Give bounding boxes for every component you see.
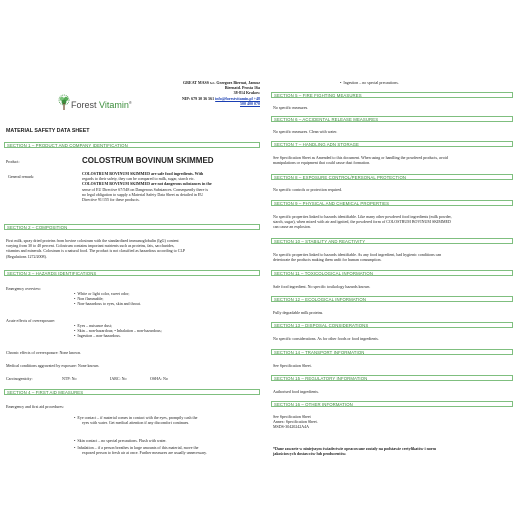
emergency-overview-list [74,291,141,307]
carcinogenicity-ntp: NTP: No [62,376,77,381]
first-aid-inhalation: • Inhalation – if a person breathes in large amounts of this material, move the exposed person to fresh air at once. Further measures are usually unnecessary. [74,445,207,456]
section-11-text: Safe food ingredient. No specific toxikology hazards known. [273,284,371,289]
acute-effects-label: Acute effects of overexposure: [6,318,56,323]
carcinogenicity-osha: OSHA: No [150,376,168,381]
list-item: • Ingestion – non-hazardous. [74,333,121,339]
section-14-text: See Specification Sheet. [273,363,312,368]
section-15-text: Authorised food ingredients. [273,389,319,394]
company-block [150,80,260,106]
section-7-text: See Specification Sheet as Amended to this document. When using or handling the powdered products, avoid manipulations or equipment that could cause dust formation. [273,155,448,166]
general-remark-text: COLOSTRUM BOVINUM SKIMMED are safe food ingredients. With regards to their safety, they can be compared to milk, sugar, starch etc. COLOSTRUM BOVINUM SKIMMED are not dangerous substances in the sense of EU Directive 67/548 on Dangerous Substances. Consequently there is no legal obligation to supply a Material Safety Data Sheet as detailed in EU Directive 91/155 for these products. [82,171,212,203]
ingestion-line: • Ingestion – no special precautions. [340,80,399,85]
company-street: Biernatd. Prosta 16a [224,85,260,91]
document-title: MATERIAL SAFETY DATA SHEET [6,128,90,134]
section-1-header: SECTION 1 – PRODUCT AND COMPANY IDENTIFICATION [4,142,260,148]
section-16-header: SECTION 16 – OTHER INFORMATION [271,401,513,407]
list-item: • Non flammable; [74,296,104,302]
company-phone-link[interactable]: 500 400 070 [240,100,260,106]
company-email-link[interactable]: info@forestvitamin.pl +48 [215,95,260,101]
section-14-header: SECTION 14 – TRANSPORT INFORMATION [271,349,513,355]
tree-icon [56,94,72,112]
logo-registered-mark: ® [128,100,132,105]
section-13-text: No specific considerations. As for other foods or food ingredients. [273,336,379,341]
section-6-header: SECTION 6 – ACCIDENTAL RELEASE MEASURES [271,116,513,122]
section-9-text: No specific properties linked to hazards identifiable. Like many other powdered food ingredients (milk powder, starch, sugar), when mixed with air and ignited, the powdered form of COLOSTRUM BOVINUM SKIMMED can cause an explosion. [273,214,452,230]
logo-word-vitamin: Vitamin [99,100,129,110]
composition-text: First milk, spray dried proteins from bovine colostrum with the standardized immunoglobulin (IgG) content varying from 30 to 40 percent. Colostrum contains important nutrients such as proteins, fats, saccharides, vitamins and minerals. Colostrum is a natural food. The product is not classified as hazardous according to CLP (Regulations 1272/2008). [6,238,186,259]
product-name: COLOSTRUM BOVINUM SKIMMED [82,156,214,165]
section-6-text: No specific measures. Clean with water. [273,129,338,134]
section-12-text: Fully degradable milk proteins. [273,310,324,315]
carcinogenicity-iarc: IARC: No [110,376,127,381]
section-7-header: SECTION 7 – HANDLING ADN STORAGE [271,141,513,147]
section-12-header: SECTION 12 – ECOLOGICAL INFORMATION [271,296,513,302]
section-10-text: No specific properties linked to hazards identifiable. As any food ingredient, bad hygienic conditions can deteriorate the products making them unfit for human consumption. [273,252,442,263]
company-name: GREAT MASS s.c. Grzegorz Biernat, Janusz [183,80,260,85]
logo-word-forest: Forest [71,100,97,110]
acute-effects-list [74,323,162,339]
first-aid-skin: • Skin contact – no special precautions. Flush with water. [74,438,167,443]
general-remark-label: General remark: [8,174,35,179]
section-4-header: SECTION 4 – FIRST AID MEASURES [4,389,260,395]
list-item: • Eyes – nuisance dust; [74,323,112,328]
list-item: • Non-hazardous to eyes, skin and throat. [74,301,141,307]
company-city: 38-814 Krakow [233,90,260,96]
emergency-overview-label: Emergency overview: [6,286,42,291]
section-8-header: SECTION 8 – EXPOSURE CONTROL/PERSONAL PROTECTION [271,174,513,180]
section-11-header: SECTION 11 – TOXICOLOGICAL INFORMATION [271,270,513,276]
medical-conditions: Medical conditions aggravated by exposure: None known. [6,363,100,368]
chronic-effects: Chronic effects of overexposure: None known. [6,350,82,355]
section-8-text: No specific controls or protection required. [273,187,343,192]
section-15-header: SECTION 15 – REGULATORY INFORMATION [271,375,513,381]
first-aid-label: Emergency and first aid procedures: [6,404,64,409]
carcinogenicity-label: Carcinogenicity: [6,376,33,381]
list-item: • White or light color, sweet odor; [74,291,130,296]
footnote: *Dane zawarte w niniejszym świadectwie opracowane zostały na podstawie certyfikatów i norm jakościowych dostawców lub producentów. [273,446,436,457]
section-16-text: See Specification Sheet Annex: Specification Sheet. MSDS-30420242A4A [273,414,318,430]
section-13-header: SECTION 13 – DISPOSAL CONSIDERATIONS [271,322,513,328]
section-2-header: SECTION 2 – COMPOSITION [4,224,260,230]
first-aid-eye: • Eye contact – if material comes in contact with the eyes, promptly cash the eyes with water. Get medical attention if any discomfort continues. [74,415,198,426]
section-5-header: SECTION 5 – FIRE FIGHTING MEASURES [271,92,513,98]
section-10-header: SECTION 10 – STABILITY AND REACTIVITY [271,238,513,244]
company-nip: NIP: 679 30 36 561 [181,95,215,101]
section-3-header: SECTION 3 – HAZARDS IDENTIFICATIONS [4,270,260,276]
section-9-header: SECTION 9 – PHYSICAL AND CHEMICAL PROPERTIES [271,200,513,206]
list-item: • Skin – non-hazardous; • Inhalation – non-hazardous; [74,328,162,334]
product-label: Product: [6,159,20,164]
section-5-text: No specific measures. [273,105,309,110]
